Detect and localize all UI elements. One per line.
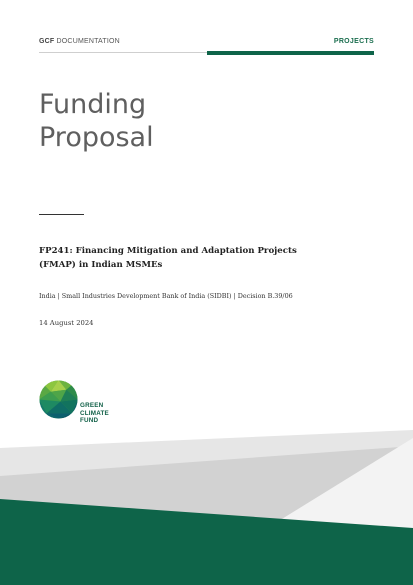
logo-wordmark-line-3: FUND — [80, 417, 99, 425]
title-divider — [39, 214, 84, 215]
page-title-line-1: Funding — [39, 89, 147, 120]
project-title — [39, 244, 339, 272]
doc-category-org: GCF — [39, 38, 55, 45]
project-meta: India | Small Industries Development Bank of India (SIDBI) | Decision B.39/06 — [39, 292, 293, 300]
globe-logo-icon — [39, 380, 78, 419]
logo-wordmark-line-2: CLIMATE — [80, 409, 109, 417]
footer-green-band — [0, 499, 413, 585]
project-title-line-1: FP241: Financing Mitigation and Adaptation Projects — [39, 246, 297, 256]
footer-white-wedge — [175, 438, 413, 585]
footer-mid-band — [0, 446, 413, 585]
doc-category — [39, 38, 120, 45]
green-climate-fund-logo — [39, 380, 109, 430]
logo-wordmark-line-1: GREEN — [80, 402, 104, 409]
page-title-line-2: Proposal — [39, 122, 154, 153]
doc-category-label: DOCUMENTATION — [54, 38, 120, 45]
footer-light-band — [0, 430, 413, 585]
header-accent-bar — [207, 51, 374, 55]
document-date: 14 August 2024 — [39, 319, 94, 327]
project-title-line-2: (FMAP) in Indian MSMEs — [39, 260, 163, 270]
page-title — [39, 88, 339, 154]
header-divider — [39, 52, 207, 53]
doc-section-label: PROJECTS — [333, 38, 374, 45]
logo-wordmark — [80, 402, 109, 425]
